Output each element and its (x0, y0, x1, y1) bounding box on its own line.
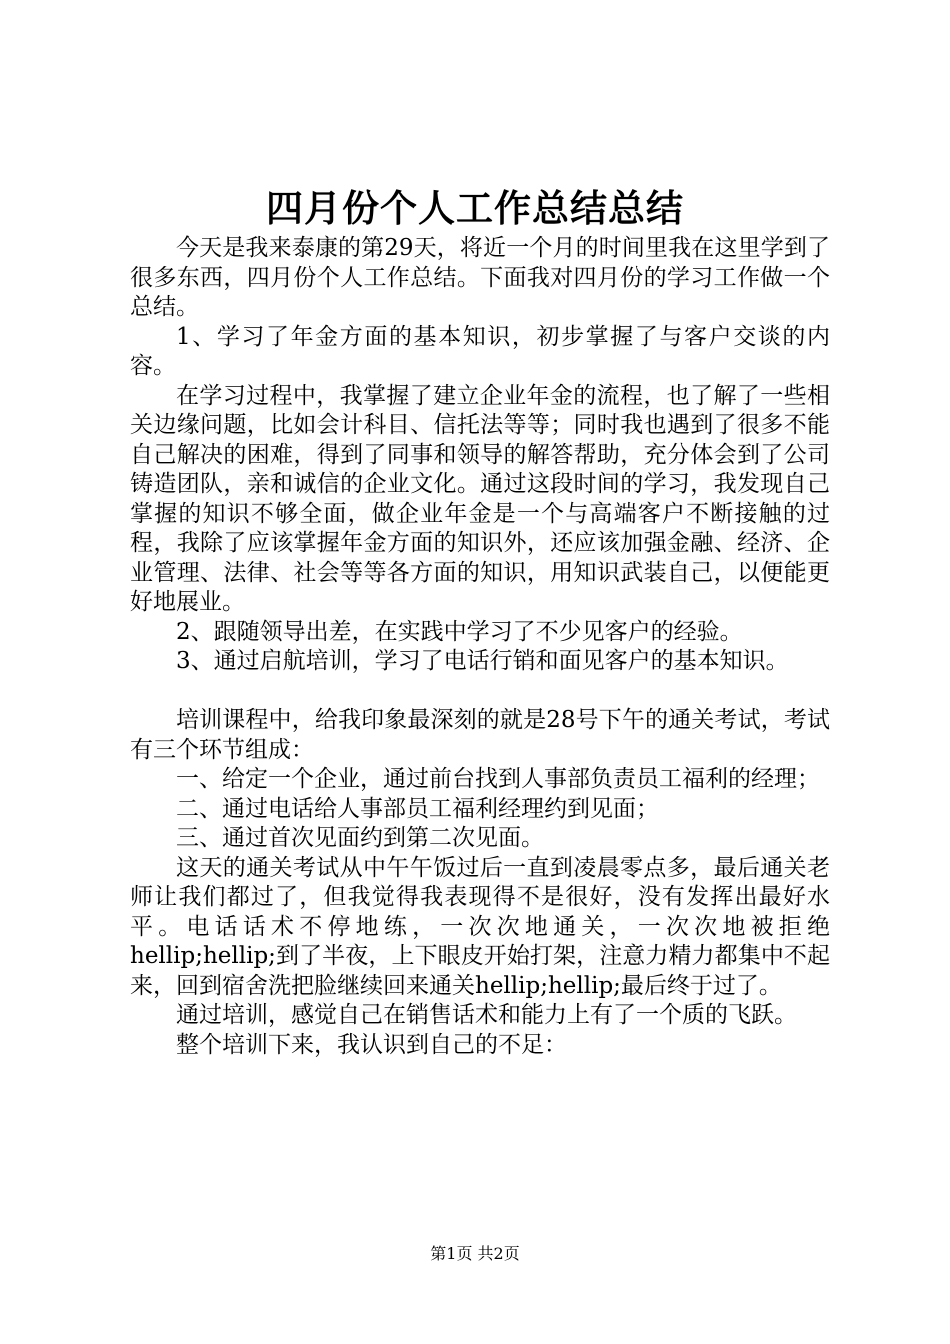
page-footer: 第1页 共2页 (430, 1244, 520, 1263)
paragraph-training-result: 通过培训，感觉自己在销售话术和能力上有了一个质的飞跃。 (176, 1002, 797, 1028)
paragraph-item-1: 1、学习了年金方面的基本知识，初步掌握了与客户交谈的内容。 (130, 323, 830, 379)
paragraph-step-1: 一、给定一个企业，通过前台找到人事部负责员工福利的经理； (176, 766, 820, 792)
paragraph-step-3: 三、通过首次见面约到第二次见面。 (176, 825, 544, 851)
paragraph-step-2: 二、通过电话给人事部员工福利经理约到见面； (176, 795, 659, 822)
paragraph-item-2: 2、跟随领导出差，在实践中学习了不少见客户的经验。 (176, 618, 743, 645)
paragraph-shortcomings: 整个培训下来，我认识到自己的不足： (176, 1031, 567, 1058)
paragraph-learning-process: 在学习过程中，我掌握了建立企业年金的流程，也了解了一些相关边缘问题，比如会计科目、信托法等等；同时我也遇到了很多不能自己解决的困难，得到了同事和领导的解答帮助，充分体会到了公司铸造团队，亲和诚信的企业文化。通过这段时间的学习，我发现自己掌握的知识不够全面，做企业年金是一个与高端客户不断接触的过程，我除了应该掌握年金方面的知识外，还应该加强金融、经济、企业管理、法律、社会等等各方面的知识，用知识武装自己，以便能更好地展业。 (130, 382, 830, 615)
document-title: 四月份个人工作总结总结 (266, 186, 684, 230)
paragraph-training-course: 培训课程中，给我印象最深刻的就是28号下午的通关考试，考试有三个环节组成： (130, 707, 830, 763)
paragraph-intro: 今天是我来泰康的第29天，将近一个月的时间里我在这里学到了很多东西，四月份个人工作总结。下面我对四月份的学习工作做一个总结。 (130, 235, 830, 320)
paragraph-item-3: 3、通过启航培训，学习了电话行销和面见客户的基本知识。 (176, 648, 789, 674)
blank-line (130, 677, 830, 707)
paragraph-exam-day: 这天的通关考试从中午午饭过后一直到凌晨零点多，最后通关老师让我们都过了，但我觉得我表现得不是很好，没有发挥出最好水平。电话话术不停地练，一次次地通关，一次次地被拒绝hellip;hellip;到了半夜，上下眼皮开始打架，注意力精力都集中不起来，回到宿舍洗把脸继续回来通关hellip;hellip;最后终于过了。 (130, 854, 830, 999)
document-body (130, 234, 830, 1060)
